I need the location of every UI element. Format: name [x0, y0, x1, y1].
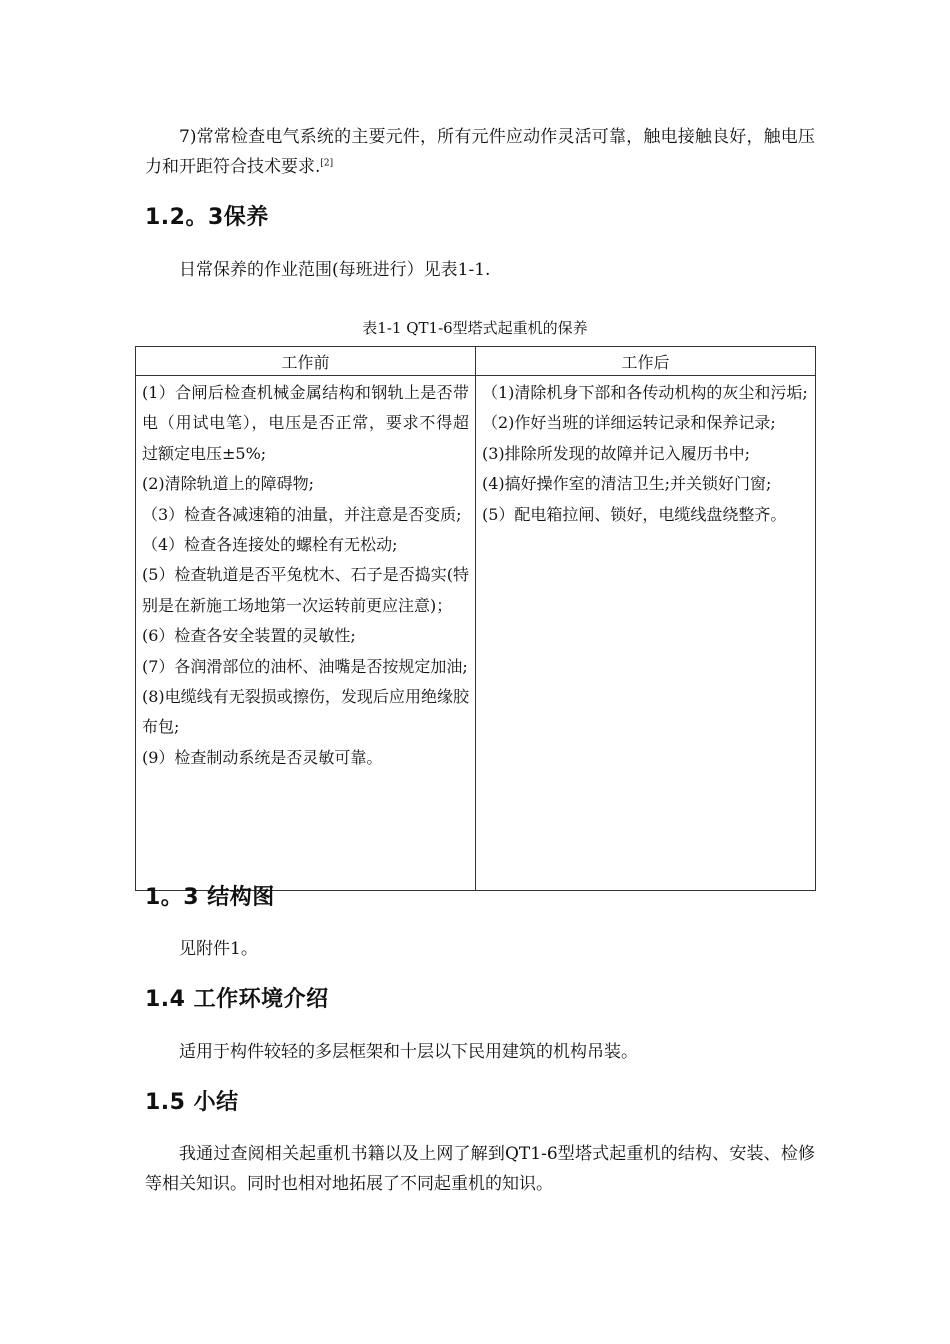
list-item: （4）检查各连接处的螺栓有无松动;: [142, 535, 398, 555]
paragraph-summary: 我通过查阅相关起重机书籍以及上网了解到QT1-6型塔式起重机的结构、安装、检修等相关知识。同时也相对地拓展了不同起重机的知识。: [145, 1144, 815, 1194]
column-header-before: 工作前: [136, 347, 476, 376]
list-item: （1)清除机身下部和各传动机构的灰尘和污垢;: [482, 383, 808, 402]
list-item: (3)排除所发现的故障并记入履历书中;: [482, 443, 751, 463]
list-item: (5）配电箱拉闸、锁好，电缆线盘绕整齐。: [482, 504, 787, 524]
list-item: （2)作好当班的详细运转记录和保养记录;: [482, 413, 776, 433]
paragraph-electrical-check: [145, 122, 815, 182]
maintenance-table: [135, 346, 816, 891]
paragraph-text: 7)常常检查电气系统的主要元件，所有元件应动作灵活可靠，触电接触良好，触电压力和开距符合技术要求.: [145, 127, 815, 177]
column-header-after: 工作后: [476, 347, 816, 376]
heading-1-2-3: 1.2。3保养: [145, 205, 269, 230]
table-caption: 表1-1 QT1-6型塔式起重机的保养: [362, 319, 588, 337]
heading-1-3: 1。3 结构图: [145, 885, 275, 910]
list-item: (4)搞好操作室的清洁卫生;并关锁好门窗;: [482, 474, 772, 494]
paragraph-maintenance-intro: 日常保养的作业范围(每班进行）见表1-1.: [179, 260, 491, 280]
table-header-row: [136, 347, 816, 376]
list-item: (9）检查制动系统是否灵敏可靠。: [142, 747, 383, 767]
list-item: (6）检查各安全装置的灵敏性;: [142, 626, 356, 646]
paragraph-structure: 见附件1。: [179, 939, 258, 959]
cell-before-work: [136, 376, 476, 891]
list-item: （3）检查各减速箱的油量，并注意是否变质;: [142, 504, 462, 524]
list-item: (7）各润滑部位的油杯、油嘴是否按规定加油;: [142, 656, 468, 676]
list-item: (8)电缆线有无裂损或擦伤，发现后应用绝缘胶布包;: [142, 687, 469, 737]
heading-1-5: 1.5 小结: [145, 1090, 239, 1115]
table-row: [136, 376, 816, 891]
list-item: (1）合闸后检查机械金属结构和钢轨上是否带电（用试电笔），电压是否正常，要求不得超过额定电压±5%;: [142, 383, 469, 463]
paragraph-environment: 适用于构件较轻的多层框架和十层以下民用建筑的机构吊装。: [179, 1042, 638, 1062]
list-item: (5）检查轨道是否平兔枕木、石子是否捣实(特别是在新施工场地第一次运转前更应注意)；: [142, 565, 469, 615]
list-item: (2)清除轨道上的障碍物;: [142, 474, 315, 494]
citation-ref: [2]: [320, 158, 334, 169]
cell-after-work: [476, 376, 816, 891]
heading-1-4: 1.4 工作环境介绍: [145, 987, 329, 1012]
